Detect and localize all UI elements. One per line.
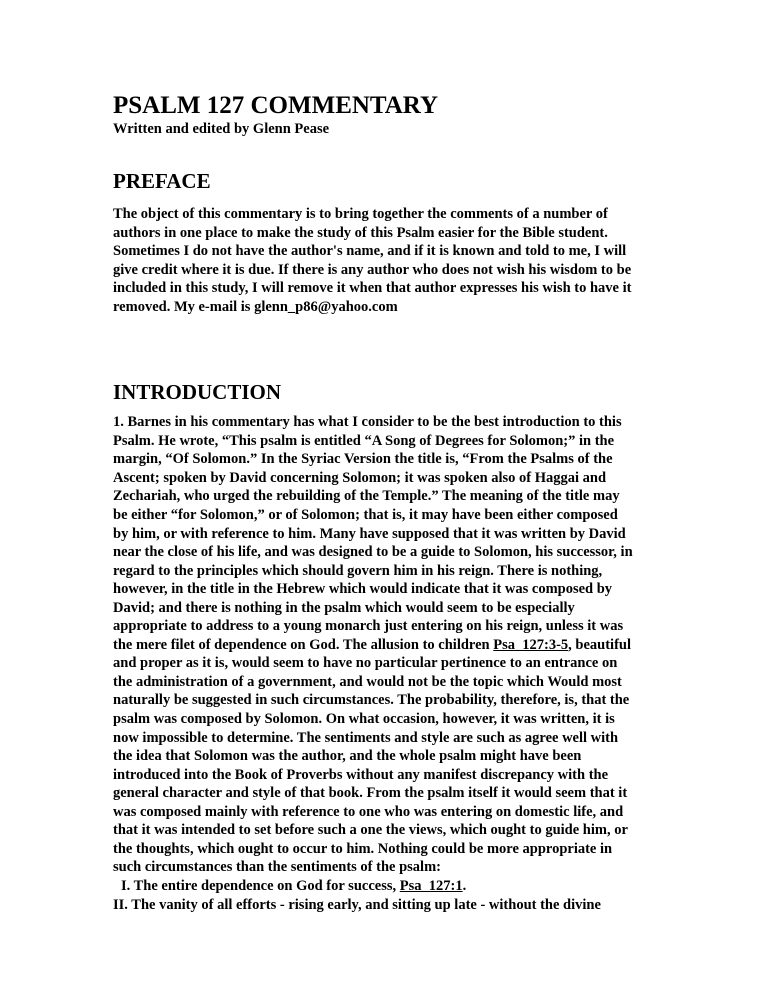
intro-point-1	[113, 877, 658, 896]
intro-line: by him, or with reference to him. Many have supposed that it was written by David	[113, 525, 626, 542]
intro-line: that it was intended to set before such a one the views, which ought to guide him, or	[113, 822, 628, 839]
intro-line: psalm was composed by Solomon. On what occasion, however, it was written, it is	[113, 711, 615, 728]
intro-line: general character and style of that book. From the psalm itself it would seem that it	[113, 785, 628, 802]
preface-line: removed. My e-mail is glenn_p86@yahoo.com	[113, 298, 398, 315]
intro-line: the idea that Solomon was the author, and the whole psalm might have been	[113, 748, 582, 765]
intro-line: margin, “Of Solomon.” In the Syriac Version the title is, “From the Psalms of the	[113, 451, 613, 468]
intro-line: near the close of his life, and was designed to be a guide to Solomon, his successor, in	[113, 544, 633, 561]
intro-text: the mere filet of dependence on God. The allusion to children	[113, 636, 494, 653]
scripture-reference-link[interactable]: Psa_127:3-5	[493, 636, 569, 653]
intro-line: appropriate to address to a young monarch just entering on his reign, unless it was	[113, 618, 624, 635]
intro-line: now impossible to determine. The sentiments and style are such as agree well with	[113, 729, 619, 746]
intro-line: was composed mainly with reference to one who was entering on domestic life, and	[113, 803, 624, 820]
intro-line: such circumstances than the sentiments of the psalm:	[113, 859, 441, 876]
intro-text: I. The entire dependence on God for success,	[121, 877, 400, 894]
introduction-heading: INTRODUCTION	[113, 380, 282, 405]
preface-line: give credit where it is due. If there is any author who does not wish his wisdom to be	[113, 261, 632, 278]
intro-line: and proper as it is, would seem to have no particular pertinence to an entrance on	[113, 655, 618, 672]
introduction-paragraph	[113, 413, 658, 914]
intro-line: Zechariah, who urged the rebuilding of the Temple.” The meaning of the title may	[113, 488, 620, 505]
preface-line: The object of this commentary is to bring together the comments of a number of	[113, 206, 608, 222]
intro-line: introduced into the Book of Proverbs without any manifest discrepancy with the	[113, 766, 609, 783]
preface-heading: PREFACE	[113, 169, 211, 193]
intro-line: David; and there is nothing in the psalm which would seem to be especially	[113, 599, 575, 616]
preface-line: included in this study, I will remove it when that author expresses his wish to have it	[113, 280, 632, 297]
intro-line: Psalm. He wrote, “This psalm is entitled “A Song of Degrees for Solomon;” in the	[113, 432, 615, 449]
intro-line: be either “for Solomon,” or of Solomon; that is, it may have been either composed	[113, 507, 618, 524]
intro-line: regard to the principles which should govern him in his reign. There is nothing,	[113, 562, 603, 579]
document-title: PSALM 127 COMMENTARY	[113, 92, 439, 119]
intro-line-with-reference	[113, 636, 658, 655]
intro-line: naturally be suggested in such circumstances. The probability, therefore, is, that the	[113, 692, 630, 709]
document-byline: Written and edited by Glenn Pease	[113, 121, 330, 137]
intro-line: the administration of a government, and would not be the topic which Would most	[113, 673, 622, 690]
preface-line: authors in one place to make the study of this Psalm easier for the Bible student.	[113, 224, 608, 241]
intro-line: the thoughts, which ought to occur to him. Nothing could be more appropriate in	[113, 840, 613, 857]
intro-line: however, in the title in the Hebrew which would indicate that it was composed by	[113, 581, 613, 598]
scripture-reference-link[interactable]: Psa_127:1	[399, 877, 463, 894]
intro-text: , beautiful	[568, 636, 631, 653]
preface-line: Sometimes I do not have the author's name, and if it is known and told to me, I will	[113, 243, 627, 260]
intro-line: Ascent; spoken by David concerning Solomon; it was spoken also of Haggai and	[113, 469, 607, 486]
intro-point-2: II. The vanity of all efforts - rising early, and sitting up late - without the divine	[113, 896, 601, 913]
intro-line: 1. Barnes in his commentary has what I consider to be the best introduction to this	[113, 414, 622, 431]
preface-paragraph	[113, 205, 658, 316]
intro-text: .	[462, 877, 467, 894]
document-page	[113, 92, 658, 914]
